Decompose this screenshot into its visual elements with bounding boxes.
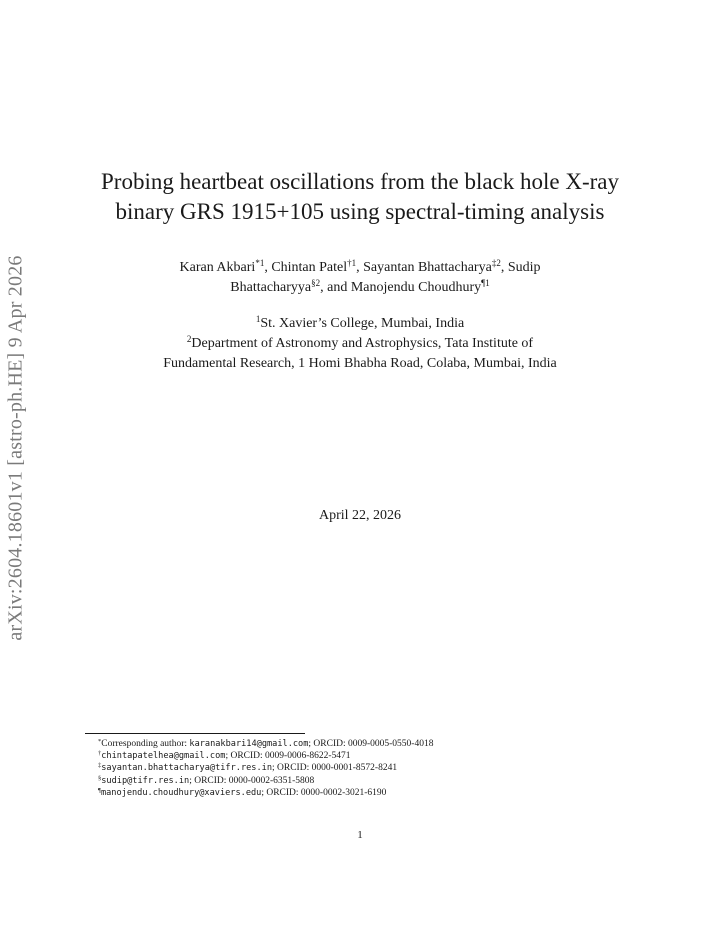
- author-separator: , Sudip: [500, 260, 541, 275]
- footnote-email: sudip@tifr.res.in: [101, 775, 190, 786]
- author-separator: ,: [264, 260, 272, 275]
- affiliation-text: Department of Astronomy and Astrophysics, Tata Institute of: [191, 336, 534, 351]
- footnote-orcid: ; ORCID: 0000-0002-6351-5808: [189, 775, 315, 786]
- affiliation-text: St. Xavier’s College, Mumbai, India: [260, 316, 465, 331]
- footnote-orcid: ; ORCID: 0000-0002-3021-6190: [261, 787, 387, 798]
- arxiv-stamp-text: arXiv:2604.18601v1 [astro-ph.HE] 9 Apr 2026: [4, 255, 27, 641]
- footnote-mark: §: [98, 774, 102, 782]
- footnote-email: manojendu.choudhury@xaviers.edu: [100, 787, 262, 798]
- title-line-2: binary GRS 1915+105 using spectral-timing analysis: [115, 199, 605, 224]
- affiliation-2-continued: Fundamental Research, 1 Homi Bhabha Road, Colaba, Mumbai, India: [163, 356, 557, 371]
- affiliation-mark: 1: [255, 314, 261, 324]
- author-list: [60, 258, 660, 298]
- author-marks: §2: [311, 278, 321, 288]
- author-marks: *1: [255, 258, 265, 268]
- footnote-mark: ‡: [98, 762, 102, 770]
- author-marks: †1: [347, 258, 357, 268]
- paper-date: April 22, 2026: [318, 508, 402, 523]
- title-line-1: Probing heartbeat oscillations from the black hole X-ray: [101, 169, 619, 194]
- author-line-2: [60, 278, 660, 298]
- author-name: Sayantan Bhattacharya: [363, 260, 492, 275]
- author-separator: ,: [356, 260, 364, 275]
- author-separator: , and: [320, 280, 351, 295]
- footnote-orcid: ; ORCID: 0000-0001-8572-8241: [272, 763, 398, 774]
- paper-title: [60, 167, 660, 227]
- footnote-email: sayantan.bhattacharya@tifr.res.in: [101, 763, 272, 774]
- footnote: [98, 762, 658, 774]
- footnote-orcid: ; ORCID: 0009-0005-0550-4018: [308, 739, 434, 749]
- page-number: 1: [357, 829, 363, 841]
- footnote-email: chintapatelhea@gmail.com: [101, 751, 226, 762]
- affiliation-1: [60, 314, 660, 334]
- footnote-divider: [85, 733, 305, 734]
- footnote: [98, 775, 658, 787]
- affiliation-2: [60, 334, 660, 354]
- author-name: Chintan Patel: [271, 260, 348, 275]
- footnote-email: karanakbari14@gmail.com: [189, 739, 309, 749]
- footnote-prefix: Corresponding author:: [101, 739, 190, 749]
- footnote-mark: *: [98, 738, 102, 745]
- author-name: Bhattacharyya: [230, 280, 312, 295]
- author-line-1: [60, 258, 660, 278]
- footnote-orcid: ; ORCID: 0009-0006-8622-5471: [225, 751, 351, 762]
- author-name: Karan Akbari: [179, 260, 256, 275]
- footnote: [98, 738, 658, 750]
- affiliation-mark: 2: [186, 334, 192, 344]
- author-marks: ‡2: [491, 258, 501, 268]
- footnote: [98, 787, 658, 799]
- footnote-mark: ¶: [98, 786, 101, 794]
- author-marks: ¶1: [481, 278, 490, 288]
- affiliation-list: [60, 314, 660, 374]
- footnote-mark: †: [98, 750, 102, 758]
- footnote: [98, 750, 658, 762]
- author-name: Manojendu Choudhury: [350, 280, 482, 295]
- footnotes: [98, 738, 658, 799]
